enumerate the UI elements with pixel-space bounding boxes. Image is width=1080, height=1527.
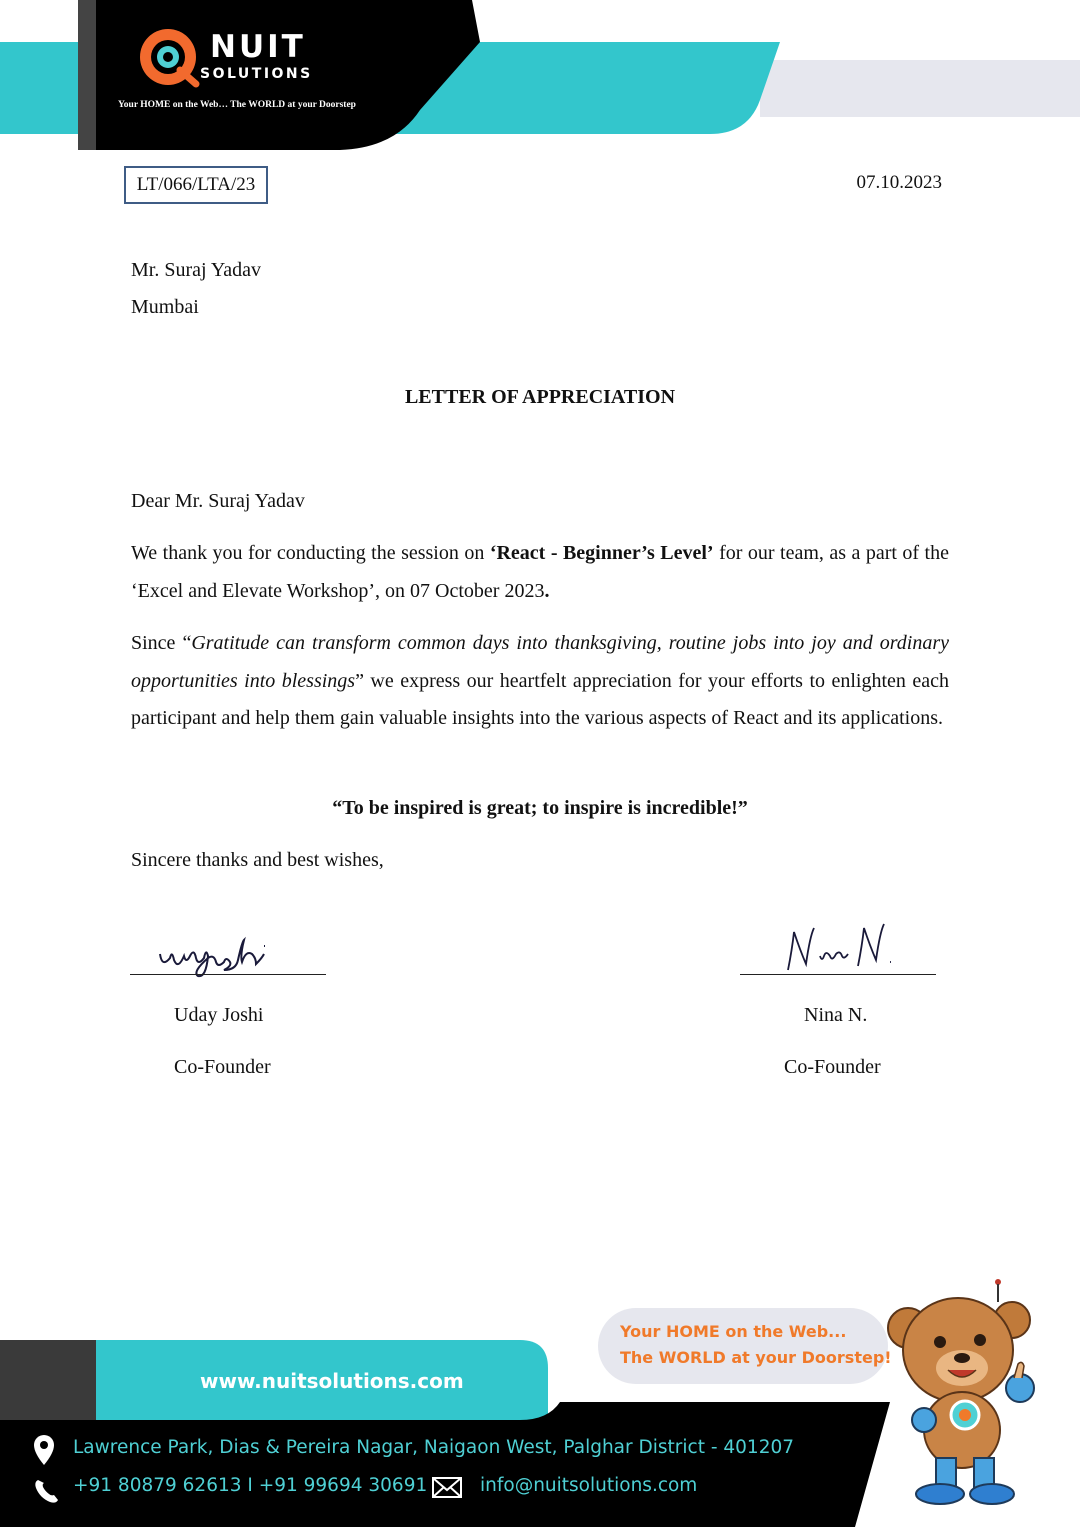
signature-line-left — [130, 974, 326, 975]
letter-title: LETTER OF APPRECIATION — [404, 386, 676, 408]
header-grey-band — [760, 60, 1080, 117]
logo-mark-icon — [140, 29, 196, 85]
signatory-2-name: Nina N. — [804, 1004, 868, 1026]
paragraph-1 — [131, 535, 949, 610]
recipient-city: Mumbai — [131, 296, 199, 318]
signature-nina — [770, 922, 920, 977]
para2-text-b: ” we express our heartfelt appreciation for your efforts to enlighten each participant and help them gain valuable insights into the various aspects of React and its applications. — [131, 669, 949, 729]
footer-address: Lawrence Park, Dias & Pereira Nagar, Naigaon West, Palghar District - 401207 — [73, 1437, 795, 1458]
teddy-bear-mascot-icon — [888, 1279, 1034, 1504]
bubble-line-1: Your HOME on the Web... — [620, 1322, 847, 1341]
para1-text-b: for our team, as a part of the ‘Excel and Elevate Workshop’, on 07 October 2023 — [131, 542, 949, 602]
logo-subtitle: SOLUTIONS — [200, 66, 313, 82]
footer-grey-block — [0, 1340, 100, 1420]
para1-text-a: We thank you for conducting the session on — [131, 542, 490, 564]
footer-phone: +91 80879 62613 I +91 99694 30691 — [73, 1475, 428, 1496]
para1-period: . — [544, 579, 550, 602]
letter-date: 07.10.2023 — [856, 172, 942, 193]
logo-name: NUIT — [210, 29, 306, 65]
header-grey-edge — [78, 0, 96, 150]
signature-line-right — [740, 974, 936, 975]
para1-session-name: ‘React - Beginner’s Level’ — [489, 542, 714, 564]
footer-black-panel — [0, 1402, 890, 1527]
header-banner — [0, 0, 1080, 155]
paragraph-2 — [131, 625, 949, 738]
signatory-1-name: Uday Joshi — [174, 1004, 264, 1026]
para2-gratitude-quote: Gratitude can transform common days into thanksgiving, routine jobs into joy and ordinary opportunities into blessings — [131, 632, 949, 692]
speech-bubble — [598, 1308, 888, 1384]
salutation: Dear Mr. Suraj Yadav — [131, 490, 305, 512]
closing: Sincere thanks and best wishes, — [131, 849, 384, 871]
inspiration-quote: “To be inspired is great; to inspire is incredible!” — [332, 797, 748, 819]
signatory-1-role: Co-Founder — [174, 1056, 271, 1078]
bubble-line-2: The WORLD at your Doorstep! — [620, 1348, 892, 1367]
header-tagline: Your HOME on the Web… The WORLD at your Doorstep — [118, 100, 356, 110]
recipient-name: Mr. Suraj Yadav — [131, 259, 262, 281]
para2-text-a: Since “ — [131, 632, 192, 654]
reference-number: LT/066/LTA/23 — [124, 166, 268, 204]
footer-email[interactable]: info@nuitsolutions.com — [480, 1475, 698, 1496]
signatory-2-role: Co-Founder — [784, 1056, 881, 1078]
website-link[interactable]: www.nuitsolutions.com — [200, 1369, 464, 1393]
